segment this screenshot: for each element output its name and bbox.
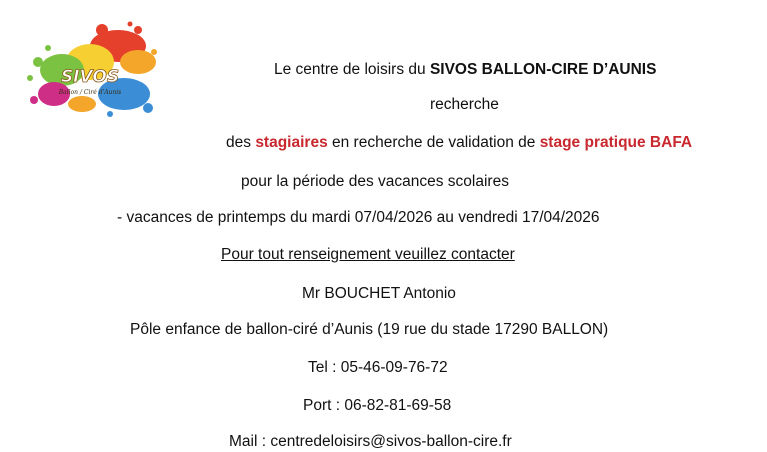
logo-text: SIVOS	[60, 67, 120, 87]
position-highlight-stagiaires: stagiaires	[255, 134, 328, 151]
position-prefix: des	[226, 134, 256, 151]
logo-subtext: Ballon / Ciré d'Aunis	[58, 89, 122, 96]
period-text: pour la période des vacances scolaires	[241, 173, 509, 190]
contact-heading: Pour tout renseignement veuillez contacter	[221, 246, 515, 263]
sivos-logo	[20, 18, 160, 123]
dates-text: - vacances de printemps du mardi 07/04/2026 au vendredi 17/04/2026	[117, 209, 600, 226]
contact-name: Mr BOUCHET Antonio	[302, 285, 456, 302]
search-text: recherche	[430, 96, 499, 113]
phone-text: Tel : 05-46-09-76-72	[308, 359, 448, 376]
intro-prefix: Le centre de loisirs du	[274, 61, 430, 78]
position-middle: en recherche de validation de	[327, 134, 540, 151]
address-text: Pôle enfance de ballon-ciré d’Aunis (19 rue du stade 17290 BALLON)	[130, 321, 609, 338]
organization-name: SIVOS BALLON-CIRE D’AUNIS	[429, 61, 657, 78]
email-text: Mail : centredeloisirs@sivos-ballon-cire.fr	[229, 433, 512, 450]
mobile-text: Port : 06-82-81-69-58	[303, 397, 452, 414]
position-highlight-bafa: stage pratique BAFA	[539, 134, 693, 151]
